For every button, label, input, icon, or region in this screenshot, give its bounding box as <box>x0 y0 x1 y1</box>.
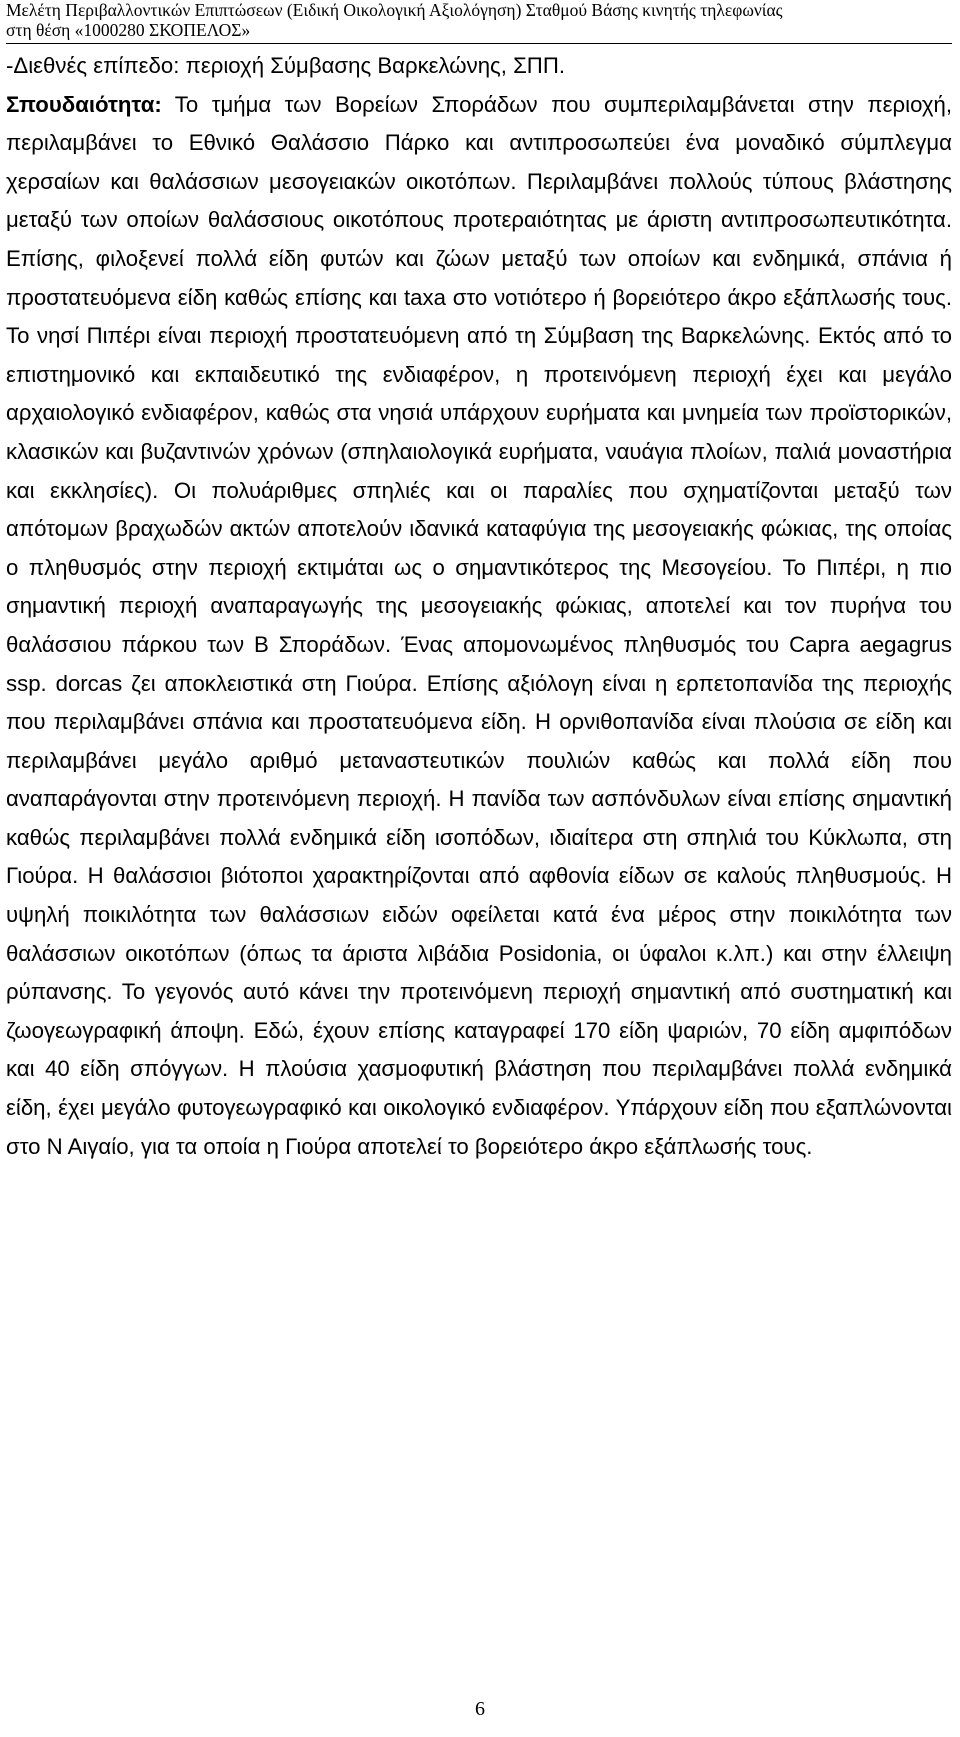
document-header <box>6 0 952 44</box>
page-number: 6 <box>475 1698 485 1720</box>
paragraph-body: Το τμήμα των Βορείων Σποράδων που συμπεριλαμβάνεται στην περιοχή, περιλαμβάνει το Εθνικό Θαλάσσιο Πάρκο και αντιπροσωπεύει ένα μοναδικό σύμπλεγμα χερσαίων και θαλάσσιων μεσογειακών οικοτόπων. Περιλαμβάνει πολλούς τύπους βλάστησης μεταξύ των οποίων θαλάσσιους οικοτόπους προτεραιότητας με άριστη αντιπροσωπευτικότητα. Επίσης, φιλοξενεί πολλά είδη φυτών και ζώων μεταξύ των οποίων και ενδημικά, σπάνια ή προστατευόμενα είδη καθώς επίσης και taxa στο νοτιότερο ή βορειότερο άκρο εξάπλωσής τους. Το νησί Πιπέρι είναι περιοχή προστατευόμενη από τη Σύμβαση της Βαρκελώνης. Εκτός από το επιστημονικό και εκπαιδευτικό της ενδιαφέρον, η προτεινόμενη περιοχή έχει και μεγάλο αρχαιολογικό ενδιαφέρον, καθώς στα νησιά υπάρχουν ευρήματα και μνημεία των προϊστορικών, κλασικών και βυζαντινών χρόνων (σπηλαιολογικά ευρήματα, ναυάγια πλοίων, παλιά μοναστήρια και εκκλησίες). Οι πολυάριθμες σπηλιές και οι παραλίες που σχηματίζονται μεταξύ των απότομων βραχωδών ακτών αποτελούν ιδανικά καταφύγια της μεσογειακής φώκιας, της οποίας ο πληθυσμός στην περιοχή εκτιμάται ως ο σημαντικότερος της Μεσογείου. Το Πιπέρι, η πιο σημαντική περιοχή αναπαραγωγής της μεσογειακής φώκιας, αποτελεί και τον πυρήνα του θαλάσσιου πάρκου των Β Σποράδων. Ένας απομονωμένος πληθυσμός του Capra aegagrus ssp. dorcas ζει αποκλειστικά στη Γιούρα. Επίσης αξιόλογη είναι η ερπετοπανίδα της περιοχής που περιλαμβάνει σπάνια και προστατευόμενα είδη. Η ορνιθοπανίδα είναι πλούσια σε είδη και περιλαμβάνει μεγάλο αριθμό μεταναστευτικών πουλιών καθώς και πολλά είδη που αναπαράγονται στην προτεινόμενη περιοχή. Η πανίδα των ασπόνδυλων είναι επίσης σημαντική καθώς περιλαμβάνει πολλά ενδημικά είδη ισοπόδων, ιδιαίτερα στη σπηλιά του Κύκλωπα, στη Γιούρα. Η θαλάσσιοι βιότοποι χαρακτηρίζονται από αφθονία είδων σε καλούς πληθυσμούς. Η υψηλή ποικιλότητα των θαλάσσιων ειδών οφείλεται κατά ένα μέρος στην ποικιλότητα των θαλάσσιων οικοτόπων (όπως τα άριστα λιβάδια Posidonia, οι ύφαλοι κ.λπ.) και στην έλλειψη ρύπανσης. Το γεγονός αυτό κάνει την προτεινόμενη περιοχή σημαντική από συστηματική και ζωογεωγραφική άποψη. Εδώ, έχουν επίσης καταγραφεί 170 είδη ψαριών, 70 είδη αμφιπόδων και 40 είδη σπόγγων. Η πλούσια χασμοφυτική βλάστηση που περιλαμβάνει πολλά ενδημικά είδη, έχει μεγάλο φυτογεωγραφικό και οικολογικό ενδιαφέρον. Υπάρχουν είδη που εξαπλώνονται στο Ν Αιγαίο, για τα οποία η Γιούρα αποτελεί το βορειότερο άκρο εξάπλωσής τους. <box>6 91 952 1159</box>
paragraph-lead: Σπουδαιότητα: <box>6 91 162 117</box>
importance-paragraph <box>6 86 952 1167</box>
document-body <box>6 47 952 1166</box>
international-level-line: -Διεθνές επίπεδο: περιοχή Σύμβασης Βαρκελώνης, ΣΠΠ. <box>6 53 566 78</box>
header-title-line: Μελέτη Περιβαλλοντικών Επιπτώσεων (Ειδική Οικολογική Αξιολόγηση) Σταθμού Βάσης κινητής τηλεφωνίας <box>6 0 783 20</box>
header-location-line: στη θέση «1000280 ΣΚΟΠΕΛΟΣ» <box>6 20 251 40</box>
